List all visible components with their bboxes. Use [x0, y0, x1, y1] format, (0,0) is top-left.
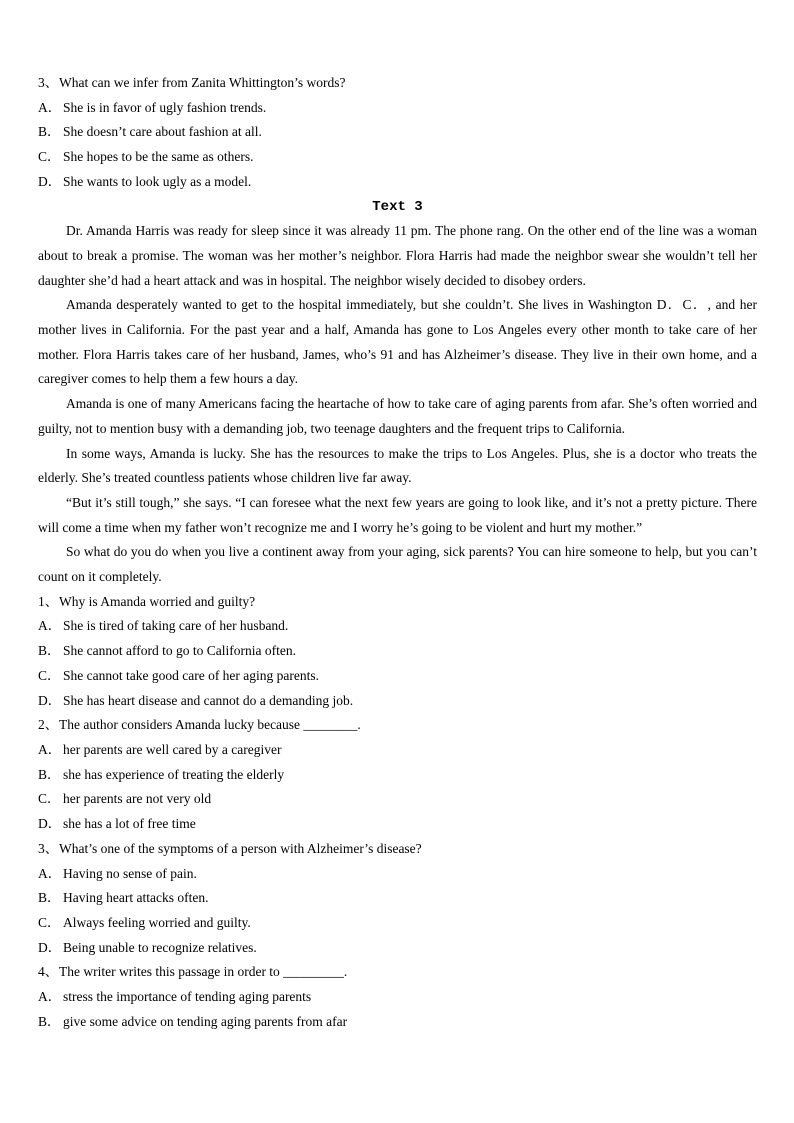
- question-text: What’s one of the symptoms of a person with Alzheimer’s disease?: [59, 840, 422, 856]
- question-text: What can we infer from Zanita Whittington’s words?: [59, 75, 346, 90]
- option-line: [38, 763, 757, 788]
- option-line: [38, 170, 757, 195]
- option-text: Always feeling worried and guilty.: [63, 914, 251, 930]
- option-text: her parents are not very old: [63, 791, 212, 807]
- option-line: [38, 689, 757, 714]
- option-label: C．: [38, 791, 61, 807]
- question-line: [38, 71, 757, 96]
- option-label: B．: [38, 643, 61, 659]
- option-text: she has a lot of free time: [63, 816, 196, 832]
- question-block-3: [38, 837, 757, 961]
- option-label: A．: [38, 989, 62, 1005]
- option-label: D．: [38, 939, 62, 955]
- option-line: [38, 886, 757, 911]
- option-label: D．: [38, 173, 62, 189]
- option-line: [38, 812, 757, 837]
- article: [38, 219, 757, 590]
- option-text: her parents are well cared by a caregiver: [63, 741, 282, 757]
- option-label: A．: [38, 618, 62, 634]
- option-label: B．: [38, 1013, 61, 1029]
- option-line: [38, 862, 757, 887]
- option-line: [38, 145, 757, 170]
- option-label: A．: [38, 741, 62, 757]
- question-text: The author considers Amanda lucky because ________.: [59, 717, 361, 733]
- option-line: [38, 1010, 757, 1035]
- option-label: A．: [38, 99, 62, 115]
- option-line: [38, 787, 757, 812]
- option-text: Being unable to recognize relatives.: [63, 939, 257, 955]
- article-paragraph: Amanda is one of many Americans facing the heartache of how to take care of aging parents from afar. She’s often worried and guilty, not to mention busy with a demanding job, two teenage daughters and the frequent trips to California.: [38, 396, 757, 436]
- question-block-2: [38, 713, 757, 837]
- question-text: The writer writes this passage in order to _________.: [59, 964, 348, 980]
- question-number: 3、: [38, 840, 59, 856]
- article-paragraph: Dr. Amanda Harris was ready for sleep since it was already 11 pm. The phone rang. On the other end of the line was a woman about to break a promise. The woman was her mother’s neighbor. Flora Harris had made the neighbor swear she wouldn’t tell her daughter she’d had a heart attack and was in hospital. The neighbor wisely decided to disobey orders.: [38, 223, 757, 288]
- option-line: [38, 985, 757, 1010]
- option-text: She is tired of taking care of her husband.: [63, 618, 289, 634]
- option-text: She cannot take good care of her aging parents.: [63, 667, 320, 683]
- option-text: give some advice on tending aging parents from afar: [63, 1013, 348, 1029]
- option-text: She is in favor of ugly fashion trends.: [63, 99, 267, 115]
- question-line: [38, 960, 757, 985]
- question-number: 1、: [38, 593, 59, 609]
- option-label: C．: [38, 149, 61, 165]
- option-label: A．: [38, 865, 62, 881]
- option-line: [38, 738, 757, 763]
- option-text: She doesn’t care about fashion at all.: [63, 124, 262, 140]
- option-text: She cannot afford to go to California often.: [63, 643, 296, 659]
- question-number: 4、: [38, 964, 59, 980]
- option-line: [38, 911, 757, 936]
- article-paragraph: In some ways, Amanda is lucky. She has the resources to make the trips to Los Angeles. Plus, she is a doctor who treats the elderly. She’s treated countless patients whose children live far away.: [38, 445, 757, 486]
- option-label: C．: [38, 667, 61, 683]
- question-number: 3、: [38, 75, 59, 90]
- option-text: Having no sense of pain.: [63, 865, 197, 881]
- option-text: she has experience of treating the elderly: [63, 766, 285, 782]
- article-paragraph: Amanda desperately wanted to get to the hospital immediately, but she couldn’t. She lives in Washington D．C．, and her mother lives in California. For the past year and a half, Amanda has gone to Los Angeles every other month to take care of her mother. Flora Harris takes care of her husband, James, who’s 91 and has Alzheimer’s disease. They live in their own home, and a caregiver comes to help them a few hours a day.: [38, 297, 757, 387]
- question-text: Why is Amanda worried and guilty?: [59, 593, 256, 609]
- option-text: She wants to look ugly as a model.: [63, 173, 252, 189]
- section-heading: Text 3: [372, 198, 423, 215]
- option-text: Having heart attacks often.: [63, 890, 209, 906]
- option-line: [38, 639, 757, 664]
- question-line: [38, 713, 757, 738]
- question-number: 2、: [38, 717, 59, 733]
- option-label: B．: [38, 890, 61, 906]
- question-line: [38, 837, 757, 862]
- option-line: [38, 664, 757, 689]
- option-line: [38, 96, 757, 121]
- question-block-4: [38, 960, 757, 1034]
- option-label: D．: [38, 816, 62, 832]
- article-paragraph: “But it’s still tough,” she says. “I can foresee what the next few years are going to look like, and it’s not a pretty picture. There will come a time when my father won’t recognize me and I worry he’s going to be violent and hurt my mother.”: [38, 494, 757, 535]
- option-text: She has heart disease and cannot do a demanding job.: [63, 692, 354, 708]
- leading-question-block: [38, 71, 757, 195]
- option-text: She hopes to be the same as others.: [63, 149, 254, 165]
- article-paragraph: So what do you do when you live a continent away from your aging, sick parents? You can hire someone to help, but you can’t count on it completely.: [38, 544, 757, 585]
- option-label: B．: [38, 124, 61, 140]
- option-text: stress the importance of tending aging parents: [63, 989, 312, 1005]
- option-line: [38, 614, 757, 639]
- option-label: D．: [38, 692, 62, 708]
- option-line: [38, 936, 757, 961]
- question-block-1: [38, 590, 757, 714]
- option-label: C．: [38, 914, 61, 930]
- option-label: B．: [38, 766, 61, 782]
- question-line: [38, 590, 757, 615]
- option-line: [38, 120, 757, 145]
